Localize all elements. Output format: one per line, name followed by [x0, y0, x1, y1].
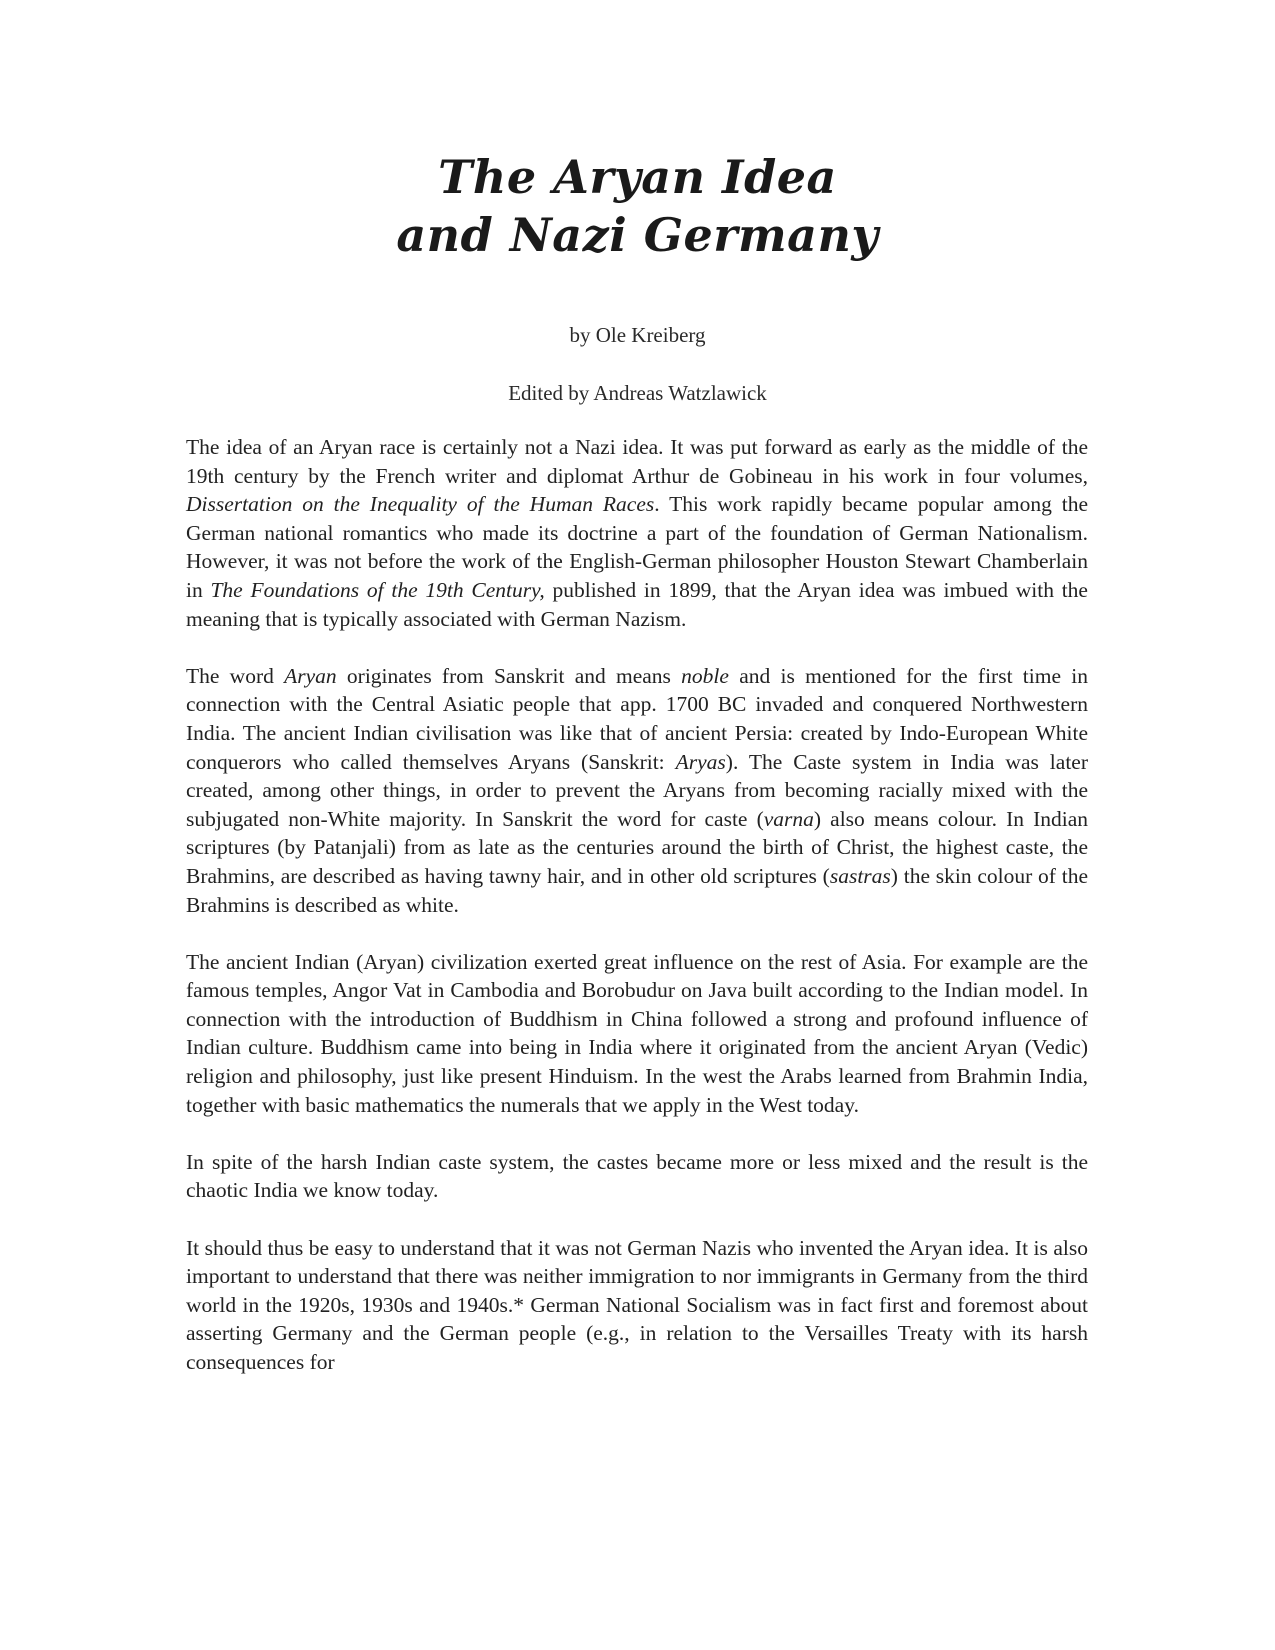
- term-aryan: Aryan: [284, 663, 337, 688]
- editor-line: Edited by Andreas Watzlawick: [508, 381, 767, 405]
- paragraph-1-text-b: . This work rapidly became popular among the German national romantics who made its doctrine a part of the foundation of German Nationalism. However, it was not before the work of the English-German philosopher Houston Stewart Chamberlain in: [186, 492, 1088, 602]
- term-sastras: sastras: [829, 863, 891, 888]
- title-line-2: and Nazi Germany: [396, 208, 879, 262]
- term-varna: varna: [763, 806, 814, 831]
- title-line-1: The Aryan Idea: [438, 150, 837, 204]
- paragraph-2-text-e: ) also means colour. In Indian scriptures (by Patanjali) from as late as the centuries around the birth of Christ, the highest caste, the Brahmins, are described as having tawny hair, and in other old scriptures (: [186, 806, 1089, 888]
- paragraph-2-text-a: The word: [186, 663, 285, 688]
- paragraph-2-text-d: ). The Caste system in India was later created, among other things, in order to prevent the Aryans from becoming racially mixed with the subjugated non-White majority. In Sanskrit the word for caste (: [186, 749, 1088, 831]
- paragraph-1-text-c: published in 1899, that the Aryan idea was imbued with the meaning that is typically associated with German Nazism.: [186, 577, 1088, 631]
- author-line: by Ole Kreiberg: [569, 323, 706, 347]
- document-title: [0, 148, 1275, 264]
- paragraph-5: It should thus be easy to understand that it was not German Nazis who invented the Aryan idea. It is also important to understand that there was neither immigration to nor immigrants in Germany from the third world in the 1920s, 1930s and 1940s.* German National Socialism was in fact first and foremost about asserting Germany and the German people (e.g., in relation to the Versailles Treaty with its harsh consequences for: [186, 1235, 1088, 1374]
- paragraph-1: [186, 433, 1088, 633]
- paragraph-3: The ancient Indian (Aryan) civilization exerted great influence on the rest of Asia. For example are the famous temples, Angor Vat in Cambodia and Borobudur on Java built according to the Indian model. In connection with the introduction of Buddhism in China followed a strong and profound influence of Indian culture. Buddhism came into being in India where it originated from the ancient Aryan (Vedic) religion and philosophy, just like present Hinduism. In the west the Arabs learned from Brahmin India, together with basic mathematics the numerals that we apply in the West today.: [186, 949, 1088, 1117]
- paragraph-4: In spite of the harsh Indian caste system, the castes became more or less mixed and the result is the chaotic India we know today.: [186, 1149, 1088, 1203]
- paragraph-2: [186, 662, 1088, 919]
- book-title-dissertation: Dissertation on the Inequality of the Human Races: [186, 492, 655, 517]
- paragraph-2-text-c: and is mentioned for the first time in connection with the Central Asiatic people that app. 1700 BC invaded and conquered Northwestern India. The ancient Indian civilisation was like that of ancient Persia: created by Indo-European White conquerors who called themselves Aryans (Sanskrit:: [186, 663, 1088, 774]
- body-text: [186, 433, 1088, 1405]
- term-aryas: Aryas: [675, 749, 726, 774]
- book-title-foundations: The Foundations of the 19th Century,: [210, 577, 545, 602]
- term-noble: noble: [681, 663, 729, 688]
- paragraph-2-text-b: originates from Sanskrit and means: [336, 663, 682, 688]
- paragraph-1-text-a: The idea of an Aryan race is certainly not a Nazi idea. It was put forward as early as the middle of the 19th century by the French writer and diplomat Arthur de Gobineau in his work in four volumes,: [186, 435, 1088, 488]
- paragraph-2-text-f: ) the skin colour of the Brahmins is described as white.: [186, 863, 1088, 917]
